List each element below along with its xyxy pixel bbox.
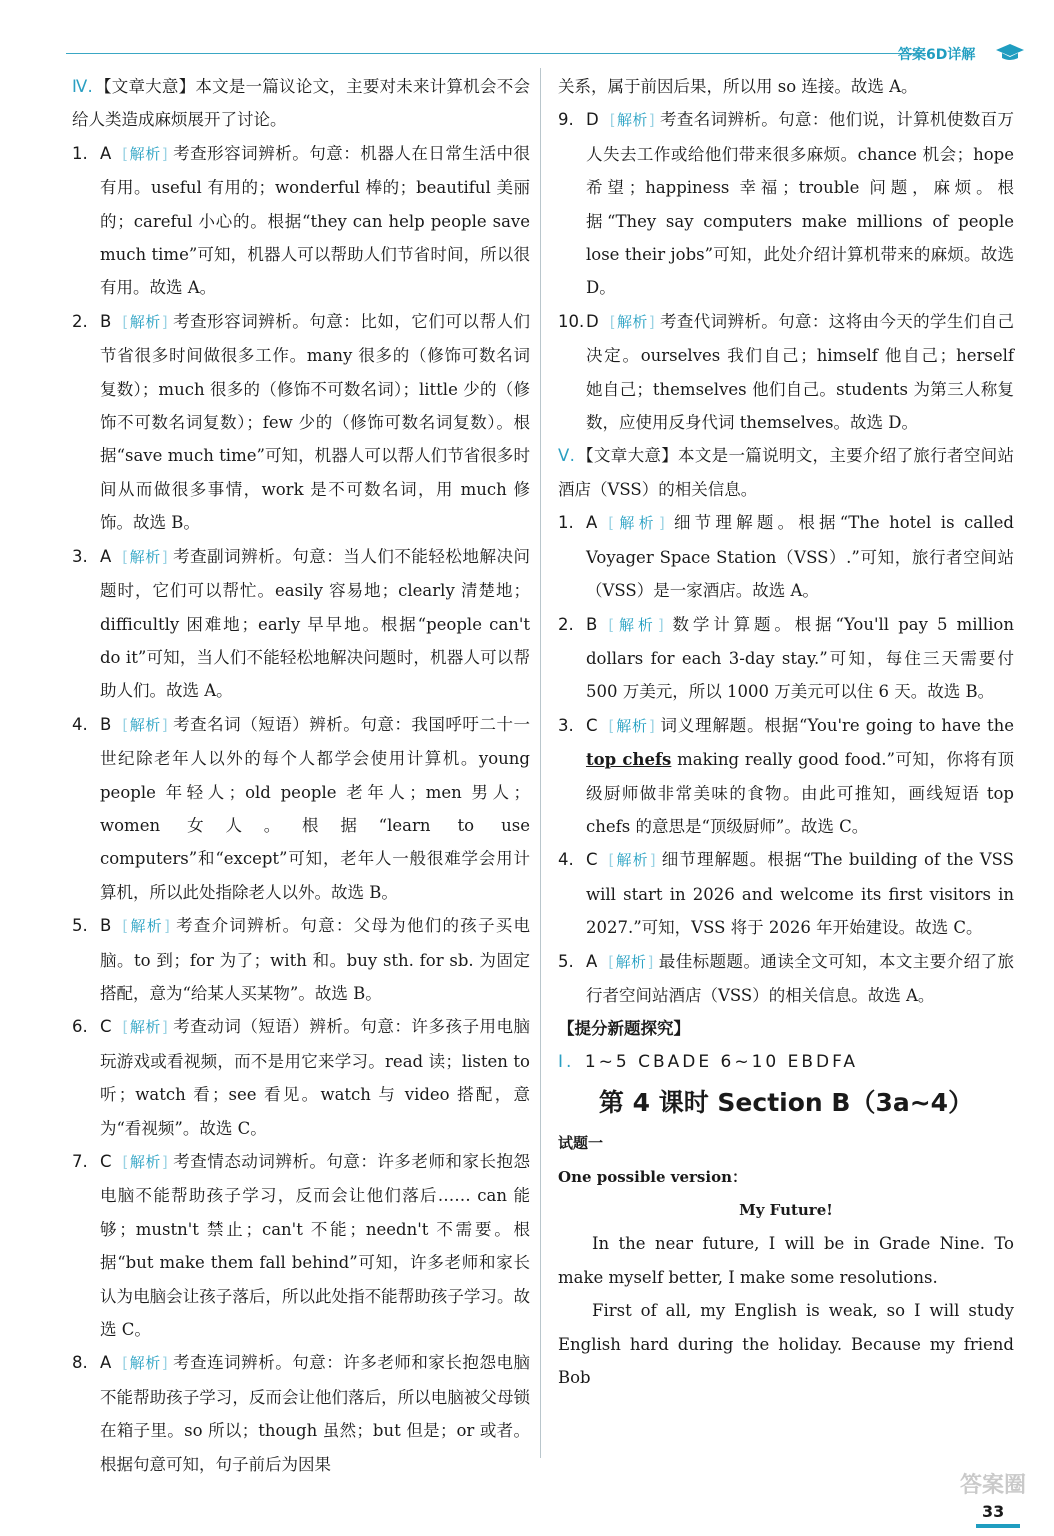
- analysis-tag: [ 解析 ]: [120, 1153, 171, 1171]
- analysis-tag: [ 解析 ]: [119, 145, 170, 163]
- analysis-tag: [ 解析 ]: [605, 514, 667, 532]
- analysis-tag: [ 解析 ]: [119, 1354, 170, 1372]
- item-text-pre: 词义理解题。根据“You're going to have the: [659, 715, 1014, 735]
- answer-item: [558, 843, 1014, 944]
- answer-item: [558, 305, 1014, 440]
- continued-text: 关系，属于前因后果，所以用 so 连接。故选 A。: [558, 77, 918, 96]
- item-answer: B: [100, 311, 112, 331]
- item-text: 考查名词辨析。句意：他们说，计算机使数百万人失去工作或给他们带来很多麻烦。chance 机会；hope 希望；happiness 幸福；trouble 问题，麻烦。根据“They say computers make millions of people lose their jobs”可知，此处介绍计算机带来的麻烦。故选 D。: [586, 110, 1014, 298]
- page-number: 33: [982, 1502, 1005, 1521]
- item-text: 考查形容词辨析。句意：比如，它们可以帮人们节省很多时间做很多工作。many 很多的（修饰可数名词复数）；much 很多的（修饰不可数名词）；little 少的（修饰不可数名词复数）；few 少的（修饰可数名词复数）。根据“save much time”可知，机器人可以帮人们节省很多时间从而做很多事情，work 是不可数名词，用 much 修饰。故选 B。: [100, 311, 530, 533]
- answer-item: [72, 1010, 530, 1145]
- item-number: 5.: [558, 951, 574, 971]
- item-answer: C: [100, 1152, 112, 1171]
- bonus-answer-key: 1~5 CBADE 6~10 EBDFA: [584, 1051, 858, 1072]
- answer-item: [72, 137, 530, 305]
- intro-text: 【文章大意】本文是一篇说明文，主要介绍了旅行者空间站酒店（VSS）的相关信息。: [558, 446, 1014, 499]
- item-number: 1.: [558, 513, 574, 533]
- item-number: 5.: [72, 916, 88, 936]
- item-answer: D: [586, 110, 599, 130]
- item-answer: C: [586, 850, 598, 870]
- header-tag: 答案6D详解: [898, 47, 976, 63]
- analysis-tag: [ 解析 ]: [119, 313, 170, 331]
- left-answer-list: [72, 137, 530, 1481]
- item-text: 考查连词辨析。句意：许多老师和家长抱怨电脑不能帮助孩子学习，反而会让他们落后，所以电脑被父母锁在箱子里。so 所以；though 虽然；but 但是；or 或者。根据句意可知，句子前后为因果: [100, 1353, 530, 1474]
- item-number: 4.: [72, 714, 88, 734]
- item-text: 考查介词辨析。句意：父母为他们的孩子买电脑。to 到；for 为了；with 和。buy sth. for sb. 为固定搭配，意为“给某人买某物”。故选 B。: [100, 916, 530, 1003]
- item-number: 7.: [72, 1152, 88, 1171]
- item-text: 考查情态动词辨析。句意：许多老师和家长抱怨电脑不能帮助孩子学习，反而会让他们落后…… can 能够；mustn't 禁止；can't 不能；needn't 不需要。根据“but make them fall behind”可知，许多老师和家长认为电脑会让孩子落后，所以此处指不能帮助孩子学习。故选 C。: [100, 1152, 530, 1340]
- item-answer: A: [586, 951, 598, 971]
- answer-item: [558, 709, 1014, 844]
- analysis-tag: [ 解析 ]: [119, 917, 173, 935]
- essay-paragraph-1: In the near future, I will be in Grade Nine. To make myself better, I make some resolutions.: [558, 1234, 1014, 1287]
- answer-item: [558, 608, 1014, 709]
- item-number: 3.: [72, 546, 88, 566]
- analysis-tag: [ 解析 ]: [606, 717, 658, 735]
- item-answer: A: [100, 143, 112, 163]
- right-answer-list-c: [558, 843, 1014, 1012]
- left-column: [72, 70, 530, 1481]
- item-text: 数学计算题。根据“You'll pay 5 million dollars for each 3-day stay.”可知，每住三天需要付 500 万美元，所以 1000 万美元可以住 6 天。故选 B。: [586, 614, 1014, 702]
- analysis-tag: [ 解析 ]: [606, 851, 659, 869]
- answer-item: [72, 1145, 530, 1346]
- watermark: 答案圈: [960, 1473, 1027, 1498]
- item-answer: B: [100, 714, 112, 734]
- item-answer: B: [100, 916, 112, 936]
- item-answer: A: [586, 513, 598, 533]
- answer-item: [72, 1346, 530, 1481]
- item-text: 考查动词（短语）辨析。句意：许多孩子用电脑玩游戏或看视频，而不是用它来学习。read 读；listen to 听；watch 看；see 看见。watch 与 video 搭配，意为“看视频”。故选 C。: [100, 1017, 530, 1138]
- section-numeral: Ⅳ.: [72, 77, 93, 96]
- header-rule: [66, 53, 926, 54]
- item-text: 细节理解题。根据“The hotel is called Voyager Space Station（VSS）.”可知，旅行者空间站（VSS）是一家酒店。故选 A。: [586, 513, 1014, 601]
- item-text-post: making really good food.”可知，你将有顶级厨师做非常美味的食物。由此可推知，画线短语 top chefs 的意思是“顶级厨师”。故选 C。: [586, 750, 1014, 836]
- item-answer: A: [100, 1353, 112, 1373]
- item-text: 考查名词（短语）辨析。句意：我国呼吁二十一世纪除老年人以外的每个人都学会使用计算机。young people 年轻人；old people 老年人；men 男人；women 女人。根据“learn to use computers”和“except”可知，老年人一般很难学会用计算机，所以此处指除老人以外。故选 B。: [100, 714, 530, 902]
- essay-paragraph-2: First of all, my English is weak, so I will study English hard during the holiday. Because my friend Bob: [558, 1301, 1014, 1388]
- right-answer-list-b: [558, 506, 1014, 708]
- item-answer: B: [586, 614, 598, 634]
- subheading: 试题一: [558, 1134, 604, 1153]
- column-divider: [540, 68, 541, 1458]
- answer-item: [558, 103, 1014, 304]
- item-number: 10.: [558, 311, 585, 331]
- item-text: 最佳标题题。通读全文可知，本文主要介绍了旅行者空间站酒店（VSS）的相关信息。故选 A。: [586, 951, 1014, 1005]
- item-number: 8.: [72, 1353, 88, 1373]
- item-number: 9.: [558, 110, 574, 130]
- item-text: 考查形容词辨析。句意：机器人在日常生活中很有用。useful 有用的；wonderful 棒的；beautiful 美丽的；careful 小心的。根据“they can help people save much time”可知，机器人可以帮助人们节省时间，所以很有用。故选 A。: [100, 143, 530, 298]
- version-label: One possible version：: [558, 1167, 747, 1186]
- right-column: [558, 70, 1014, 1394]
- right-answer-list-a: [558, 103, 1014, 439]
- analysis-tag: [ 解析 ]: [607, 111, 658, 129]
- analysis-tag: [ 解析 ]: [607, 313, 658, 331]
- bonus-heading: 【提分新题探究】: [558, 1019, 690, 1039]
- item-answer: A: [100, 546, 112, 566]
- item-answer: C: [100, 1017, 112, 1037]
- item-answer: C: [586, 715, 598, 735]
- analysis-tag: [ 解析 ]: [120, 1018, 171, 1036]
- section-numeral: Ⅴ.: [558, 446, 575, 466]
- analysis-tag: [ 解析 ]: [119, 716, 170, 734]
- graduation-cap-icon: [995, 42, 1025, 62]
- item-number: 3.: [558, 715, 574, 735]
- underlined-phrase: top chefs: [586, 750, 672, 770]
- item-answer: D: [586, 311, 599, 331]
- item-number: 4.: [558, 850, 574, 870]
- analysis-tag: [ 解析 ]: [605, 953, 656, 971]
- item-number: 2.: [72, 311, 88, 331]
- answer-item: [558, 506, 1014, 607]
- item-text: 考查代词辨析。句意：这将由今天的学生们自己决定。ourselves 我们自己；himself 他自己；herself 她自己；themselves 他们自己。students 为第三人称复数，应使用反身代词 themselves。故选 D。: [586, 311, 1014, 433]
- item-number: 6.: [72, 1017, 88, 1037]
- essay-title: My Future!: [739, 1201, 833, 1219]
- item-number: 2.: [558, 614, 574, 634]
- answer-item: [72, 305, 530, 540]
- section-numeral: Ⅰ.: [558, 1051, 575, 1072]
- passage-v-intro: [558, 439, 1014, 506]
- answer-item: [558, 945, 1014, 1013]
- answer-item: [72, 708, 530, 909]
- passage-iv-intro: [72, 70, 530, 137]
- answer-item: [72, 540, 530, 708]
- item-number: 1.: [72, 143, 88, 163]
- item-text: 考查副词辨析。句意：当人们不能轻松地解决问题时，它们可以帮忙。easily 容易地；clearly 清楚地；difficultly 困难地；early 早早地。根据“people can't do it”可知，当人们不能轻松地解决问题时，机器人可以帮助人们。故选 A。: [100, 546, 530, 701]
- analysis-tag: [ 解析 ]: [119, 548, 170, 566]
- intro-text: 【文章大意】本文是一篇议论文，主要对未来计算机会不会给人类造成麻烦展开了讨论。: [72, 77, 530, 130]
- bonus-answers: [558, 1046, 1014, 1079]
- analysis-tag: [ 解析 ]: [605, 616, 666, 634]
- answer-item: [72, 909, 530, 1010]
- item-text: 细节理解题。根据“The building of the VSS will start in 2026 and welcome its first visitors in 2027.”可知，VSS 将于 2026 年开始建设。故选 C。: [586, 850, 1014, 938]
- section-title: 第 4 课时 Section B（3a~4）: [598, 1088, 974, 1118]
